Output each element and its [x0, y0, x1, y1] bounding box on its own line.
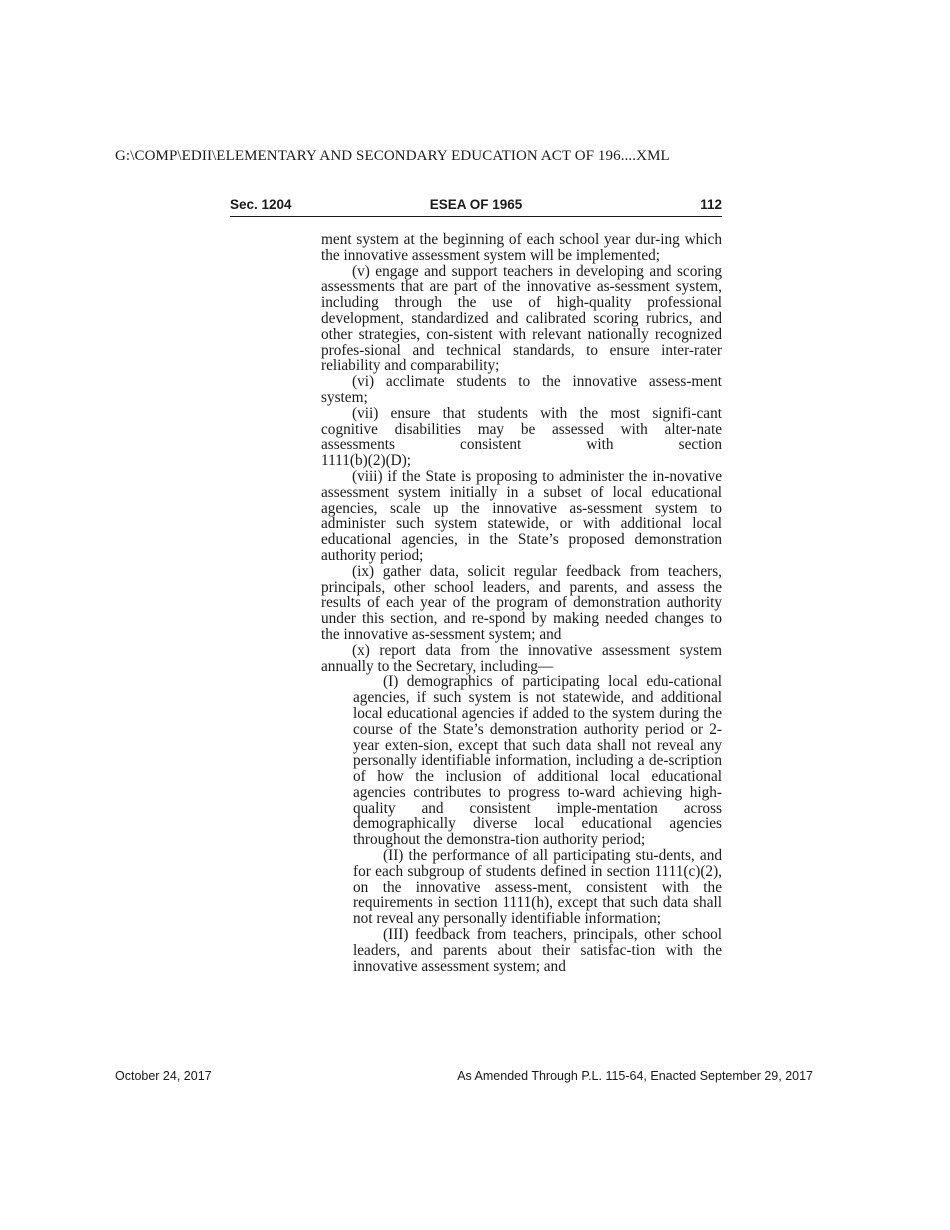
statute-body [321, 232, 722, 974]
clause-vi: (vi) acclimate students to the innovative assess-ment system; [321, 373, 722, 406]
paragraph-continuation: ment system at the beginning of each school year dur-ing which the innovative assessment system will be implemented; [321, 231, 722, 264]
header-title: ESEA OF 1965 [429, 197, 523, 212]
clause-v: (v) engage and support teachers in developing and scoring assessments that are part of the innovative as-sessment system, including through the use of high-quality professional development, standardized and calibrated scoring rubrics, and other strategies, con-sistent with relevant nationally recognized profes-sional and technical standards, to ensure inter-rater reliability and comparability; [321, 262, 722, 375]
clause-viii: (viii) if the State is proposing to administer the in-novative assessment system initially in a subset of local educational agencies, scale up the innovative as-sessment system to administer such system statewide, or with additional local educational agencies, in the State’s proposed demonstration authority period; [321, 467, 722, 564]
clause-x: (x) report data from the innovative assessment system annually to the Secretary, including— [321, 641, 722, 675]
footer-amended: As Amended Through P.L. 115-64, Enacted September 29, 2017 [457, 1069, 813, 1083]
running-header [230, 196, 722, 217]
header-section: Sec. 1204 [230, 197, 292, 212]
clause-vii: (vii) ensure that students with the most signifi-cant cognitive disabilities may be assessed with alter-nate assessments consistent with section [321, 404, 722, 454]
subclause-II: (II) the performance of all participating stu-dents, and for each subgroup of students defined in section 1111(c)(2), on the innovative assess-ment, consistent with the requirements in section 1111(h), except that such data shall not reveal any personally identifiable information; [353, 847, 722, 928]
subclause-I: (I) demographics of participating local edu-cational agencies, if such system is not statewide, and additional local educational agencies if added to the system during the course of the State’s demonstration authority period or 2-year exten-sion, except that such data shall not reveal any personally identifiable information, including a de-scription of how the inclusion of additional local educational agencies contributes to progress to-ward achieving high-quality and consistent imple-mentation across demographically diverse local educational agencies throughout the demonstra-tion authority period; [353, 673, 722, 849]
file-path: G:\COMP\EDII\ELEMENTARY AND SECONDARY EDUCATION ACT OF 196....XML [115, 148, 670, 164]
subclause-III: (III) feedback from teachers, principals, other school leaders, and parents about their satisfac-tion with the innovative assessment system; and [353, 926, 722, 975]
clause-vii-citation: 1111(b)(2)(D); [321, 452, 412, 470]
clause-ix: (ix) gather data, solicit regular feedback from teachers, principals, other school leaders, and parents, and assess the results of each year of the program of demonstration authority under this section, and re-spond by making needed changes to the innovative as-sessment system; and [321, 562, 722, 643]
footer-date: October 24, 2017 [115, 1069, 212, 1083]
header-page-number: 112 [700, 197, 722, 212]
